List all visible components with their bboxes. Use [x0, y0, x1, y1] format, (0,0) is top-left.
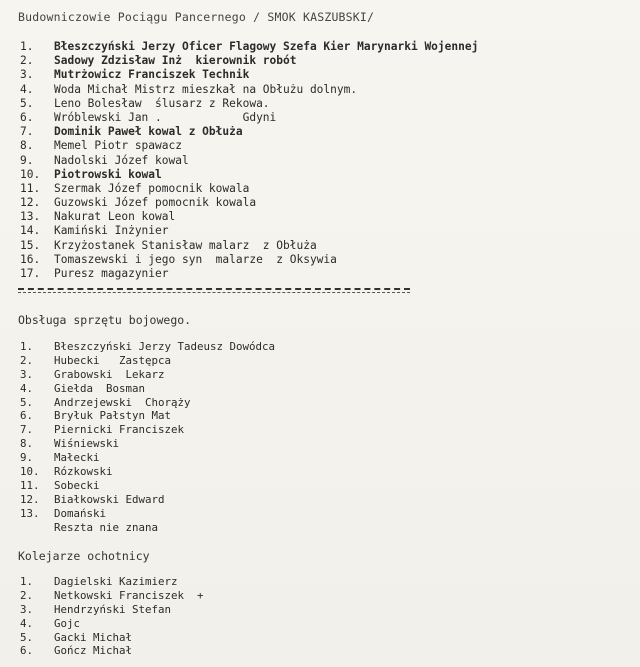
item-text: Gacki Michał — [54, 630, 133, 644]
item-number: 2. — [20, 54, 34, 68]
item-text: Guzowski Józef pomocnik kowala — [54, 196, 257, 210]
item-text: Wróblewski Jan . Gdyni — [54, 110, 277, 124]
item-text: Białkowski Edward — [54, 492, 165, 506]
item-text: Puresz magazynier — [54, 267, 169, 280]
item-number: 9. — [20, 451, 34, 465]
item-number: 3. — [20, 68, 34, 82]
item-text: Rózkowski — [54, 465, 113, 479]
item-number: 10. — [20, 465, 40, 479]
section-title-crew: Obsługa sprzętu bojowego. — [18, 313, 192, 327]
item-text: Grabowski Lekarz — [54, 367, 165, 381]
item-number: 3. — [20, 602, 34, 616]
section-title-railwaymen: Kolejarze ochotnicy — [18, 549, 150, 563]
item-text: Gojc — [54, 616, 81, 630]
item-text: Krzyżostanek Stanisław malarz z Obłuża — [54, 238, 317, 252]
item-number: 8. — [20, 437, 34, 451]
item-text: Małecki — [54, 451, 100, 465]
item-text: Reszta nie znana — [54, 520, 159, 534]
item-text: Mutrżowicz Franciszek Technik — [54, 68, 250, 82]
item-text: Tomaszewski i jego syn malarze z Oksywia — [54, 252, 337, 266]
item-number: 14. — [20, 224, 41, 238]
item-text: Andrzejewski Chorąży — [54, 395, 191, 409]
divider-line — [18, 288, 410, 290]
item-number: 6. — [20, 409, 34, 423]
item-number: 16. — [20, 252, 41, 266]
item-number: 3. — [20, 367, 34, 381]
item-number: 13. — [20, 210, 41, 224]
item-number: 5. — [20, 395, 34, 409]
item-text: Piotrowski kowal — [54, 167, 162, 181]
item-text: Sobecki — [54, 478, 100, 492]
item-number: 2. — [20, 588, 34, 602]
item-text: Netkowski Franciszek + — [54, 588, 204, 602]
item-text: Memel Piotr spawacz — [54, 139, 182, 153]
item-text: Błeszczyński Jerzy Tadeusz Dowódca — [54, 340, 276, 353]
item-text: Woda Michał Mistrz mieszkał na Obłużu dolnym. — [54, 82, 358, 96]
item-text: Leno Bolesław ślusarz z Rekowa. — [54, 96, 270, 110]
item-number: 2. — [20, 353, 34, 367]
item-text: Nadolski Józef kowal — [54, 153, 189, 167]
document-title: Budowniczowie Pociągu Pancernego / SMOK KASZUBSKI/ — [18, 10, 375, 24]
item-number: 4. — [20, 381, 34, 395]
item-text: Dagielski Kazimierz — [54, 575, 178, 588]
item-number: 4. — [20, 82, 34, 96]
item-number: 11. — [20, 181, 41, 195]
item-text: Wiśniewski — [54, 437, 120, 451]
item-number: 12. — [20, 196, 41, 210]
item-number: 1. — [20, 340, 34, 353]
item-text: Szermak Józef pomocnik kowala — [54, 181, 250, 195]
item-number: 1. — [20, 40, 34, 53]
item-number: 11. — [20, 478, 40, 492]
item-text: Nakurat Leon kowal — [54, 210, 176, 224]
item-number: 7. — [20, 125, 34, 139]
item-text: Bryłuk Pałstyn Mat — [54, 409, 172, 423]
item-text: Sadowy Zdzisław Inż kierownik robót — [54, 54, 297, 68]
item-number: 6. — [20, 110, 34, 124]
item-number: 13. — [20, 506, 40, 520]
item-number: 5. — [20, 96, 34, 110]
item-text: Błeszczyński Jerzy Oficer Flagowy Szefa Kier Marynarki Wojennej — [54, 40, 479, 53]
item-number: 10. — [20, 167, 41, 181]
item-number: 6. — [20, 644, 34, 658]
item-text: Domański — [54, 506, 107, 520]
item-number: 17. — [20, 267, 41, 280]
item-number: 1. — [20, 575, 34, 588]
item-number: 15. — [20, 238, 41, 252]
item-number: 8. — [20, 139, 34, 153]
item-text: Piernicki Franciszek — [54, 423, 185, 437]
item-number: 7. — [20, 423, 34, 437]
item-number: 4. — [20, 616, 34, 630]
item-text: Hubecki Zastępca — [54, 353, 172, 367]
divider-line-lower — [18, 292, 410, 293]
item-text: Giełda Bosman — [54, 381, 146, 395]
item-number: 5. — [20, 630, 34, 644]
item-text: Kamiński Inżynier — [54, 224, 169, 238]
item-number: 12. — [20, 492, 40, 506]
item-text: Dominik Paweł kowal z Obłuża — [54, 125, 243, 139]
item-text: Gończ Michał — [54, 644, 133, 658]
item-number: 9. — [20, 153, 34, 167]
item-text: Hendrzyński Stefan — [54, 602, 172, 616]
